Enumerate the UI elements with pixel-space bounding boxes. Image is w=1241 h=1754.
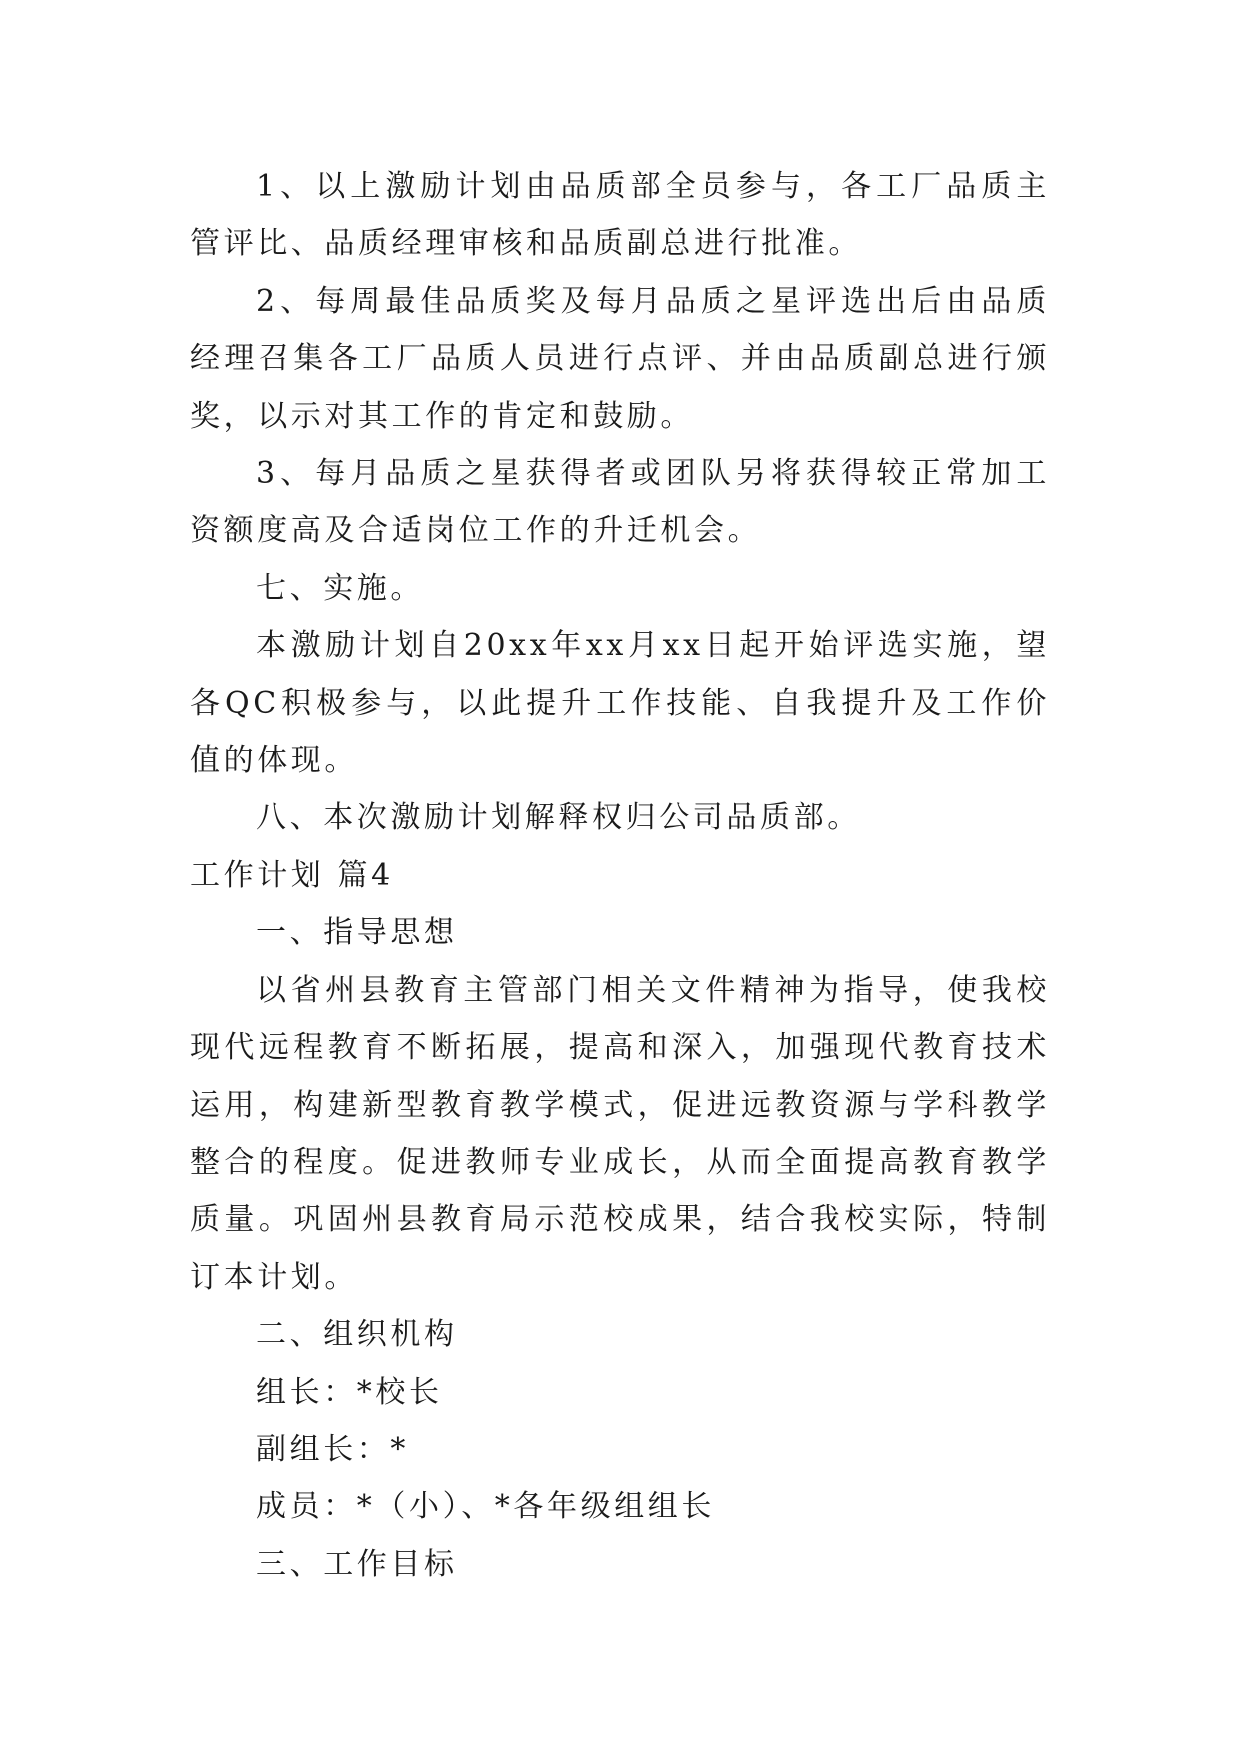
section-heading-guiding-ideology: 一、指导思想 [256,915,458,951]
article-title: 工作计划 篇4 [190,857,394,893]
paragraph-implementation-date: 本激励计划自20xx年xx月xx日起开始评选实施，望各QC积极参与，以此提升工作技能、自我提升及工作价值的体现。 [190,628,1050,779]
section-heading-interpretation: 八、本次激励计划解释权归公司品质部。 [256,800,861,836]
section-heading-organization: 二、组织机构 [256,1317,458,1353]
document-body [190,158,1050,1593]
paragraph-incentive-approval: 1、以上激励计划由品质部全员参与，各工厂品质主管评比、品质经理审核和品质副总进行批准。 [190,169,1050,262]
org-deputy-leader: 副组长：* [256,1431,409,1467]
org-members: 成员：*（小）、*各年级组组长 [256,1489,715,1525]
org-leader: 组长：*校长 [256,1374,443,1410]
paragraph-awards-review: 2、每周最佳品质奖及每月品质之星评选出后由品质经理召集各工厂品质人员进行点评、并由品质副总进行颁奖，以示对其工作的肯定和鼓励。 [190,283,1050,434]
section-heading-work-goals: 三、工作目标 [256,1546,458,1582]
paragraph-star-promotion: 3、每月品质之星获得者或团队另将获得较正常加工资额度高及合适岗位工作的升迁机会。 [190,456,1050,549]
section-heading-implementation: 七、实施。 [256,570,424,606]
paragraph-guiding-ideology: 以省州县教育主管部门相关文件精神为指导，使我校现代远程教育不断拓展，提高和深入，加强现代教育技术运用，构建新型教育教学模式，促进远教资源与学科教学整合的程度。促进教师专业成长，从而全面提高教育教学质量。巩固州县教育局示范校成果，结合我校实际，特制订本计划。 [190,972,1050,1295]
